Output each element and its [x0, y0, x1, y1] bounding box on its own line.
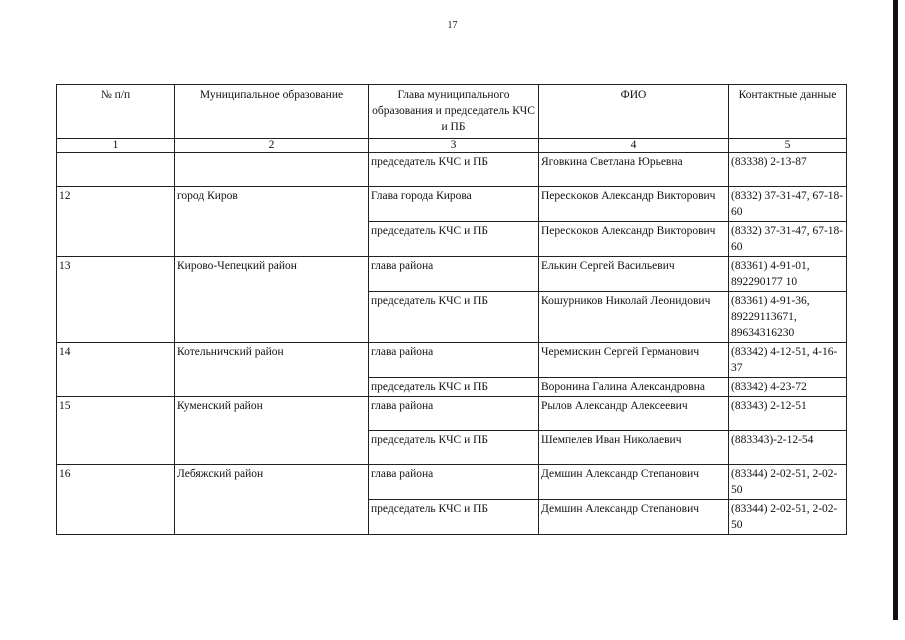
contacts-cell: (83342) 4-12-51, 4-16-37 [729, 343, 847, 378]
contacts-cell: (83343) 2-12-51 [729, 397, 847, 431]
name-cell: Яговкина Светлана Юрьевна [539, 153, 729, 187]
table-row [57, 397, 847, 431]
header-contacts: Контактные данные [729, 85, 847, 139]
column-number: 4 [539, 139, 729, 153]
name-cell: Демшин Александр Степанович [539, 500, 729, 535]
table-row [57, 153, 847, 187]
row-number: 12 [57, 187, 175, 257]
contacts-cell: (883343)-2-12-54 [729, 431, 847, 465]
table-row [57, 257, 847, 292]
role-cell: председатель КЧС и ПБ [369, 222, 539, 257]
name-cell: Шемпелев Иван Николаевич [539, 431, 729, 465]
row-number: 14 [57, 343, 175, 397]
role-cell: Глава города Кирова [369, 187, 539, 222]
scan-edge-bar [893, 0, 898, 620]
header-full-name: ФИО [539, 85, 729, 139]
name-cell: Черемискин Сергей Германович [539, 343, 729, 378]
name-cell: Воронина Галина Александровна [539, 378, 729, 397]
table-row [57, 187, 847, 222]
name-cell: Елькин Сергей Васильевич [539, 257, 729, 292]
name-cell: Кошурников Николай Леонидович [539, 292, 729, 343]
name-cell: Пересκоков Александр Викторович [539, 222, 729, 257]
role-cell: председатель КЧС и ПБ [369, 500, 539, 535]
column-number-row [57, 139, 847, 153]
contacts-cell: (83342) 4-23-72 [729, 378, 847, 397]
role-cell: председатель КЧС и ПБ [369, 153, 539, 187]
municipality-cell: Кирово-Чепецкий район [175, 257, 369, 343]
name-cell: Рылов Александр Алексеевич [539, 397, 729, 431]
contacts-cell: (83361) 4-91-01, 892290177 10 [729, 257, 847, 292]
role-cell: председатель КЧС и ПБ [369, 292, 539, 343]
row-number: 15 [57, 397, 175, 465]
contacts-table [56, 84, 847, 535]
role-cell: глава района [369, 343, 539, 378]
header-municipality: Муниципальное образование [175, 85, 369, 139]
contacts-cell: (83344) 2-02-51, 2-02-50 [729, 465, 847, 500]
row-number [57, 153, 175, 187]
role-cell: глава района [369, 465, 539, 500]
municipality-cell: Котельничский район [175, 343, 369, 397]
page-number: 17 [447, 20, 458, 31]
municipality-cell: Лебяжский район [175, 465, 369, 535]
contacts-cell: (8332) 37-31-47, 67-18-60 [729, 187, 847, 222]
role-cell: председатель КЧС и ПБ [369, 378, 539, 397]
contacts-cell: (83344) 2-02-51, 2-02-50 [729, 500, 847, 535]
role-cell: глава района [369, 397, 539, 431]
name-cell: Пересκоков Александр Викторович [539, 187, 729, 222]
row-number: 13 [57, 257, 175, 343]
municipality-cell: город Киров [175, 187, 369, 257]
municipality-cell: Куменский район [175, 397, 369, 465]
name-cell: Демшин Александр Степанович [539, 465, 729, 500]
contacts-cell: (83361) 4-91-36, 89229113671, 89634316230 [729, 292, 847, 343]
header-head-and-chairman: Глава муниципального образования и председатель КЧС и ПБ [369, 85, 539, 139]
row-number: 16 [57, 465, 175, 535]
contacts-cell: (8332) 37-31-47, 67-18-60 [729, 222, 847, 257]
role-cell: председатель КЧС и ПБ [369, 431, 539, 465]
table-row [57, 465, 847, 500]
header-row [57, 85, 847, 139]
municipality-cell [175, 153, 369, 187]
column-number: 3 [369, 139, 539, 153]
contacts-cell: (83338) 2-13-87 [729, 153, 847, 187]
column-number: 5 [729, 139, 847, 153]
table-row [57, 343, 847, 378]
column-number: 2 [175, 139, 369, 153]
column-number: 1 [57, 139, 175, 153]
header-number: № п/п [57, 85, 175, 139]
role-cell: глава района [369, 257, 539, 292]
